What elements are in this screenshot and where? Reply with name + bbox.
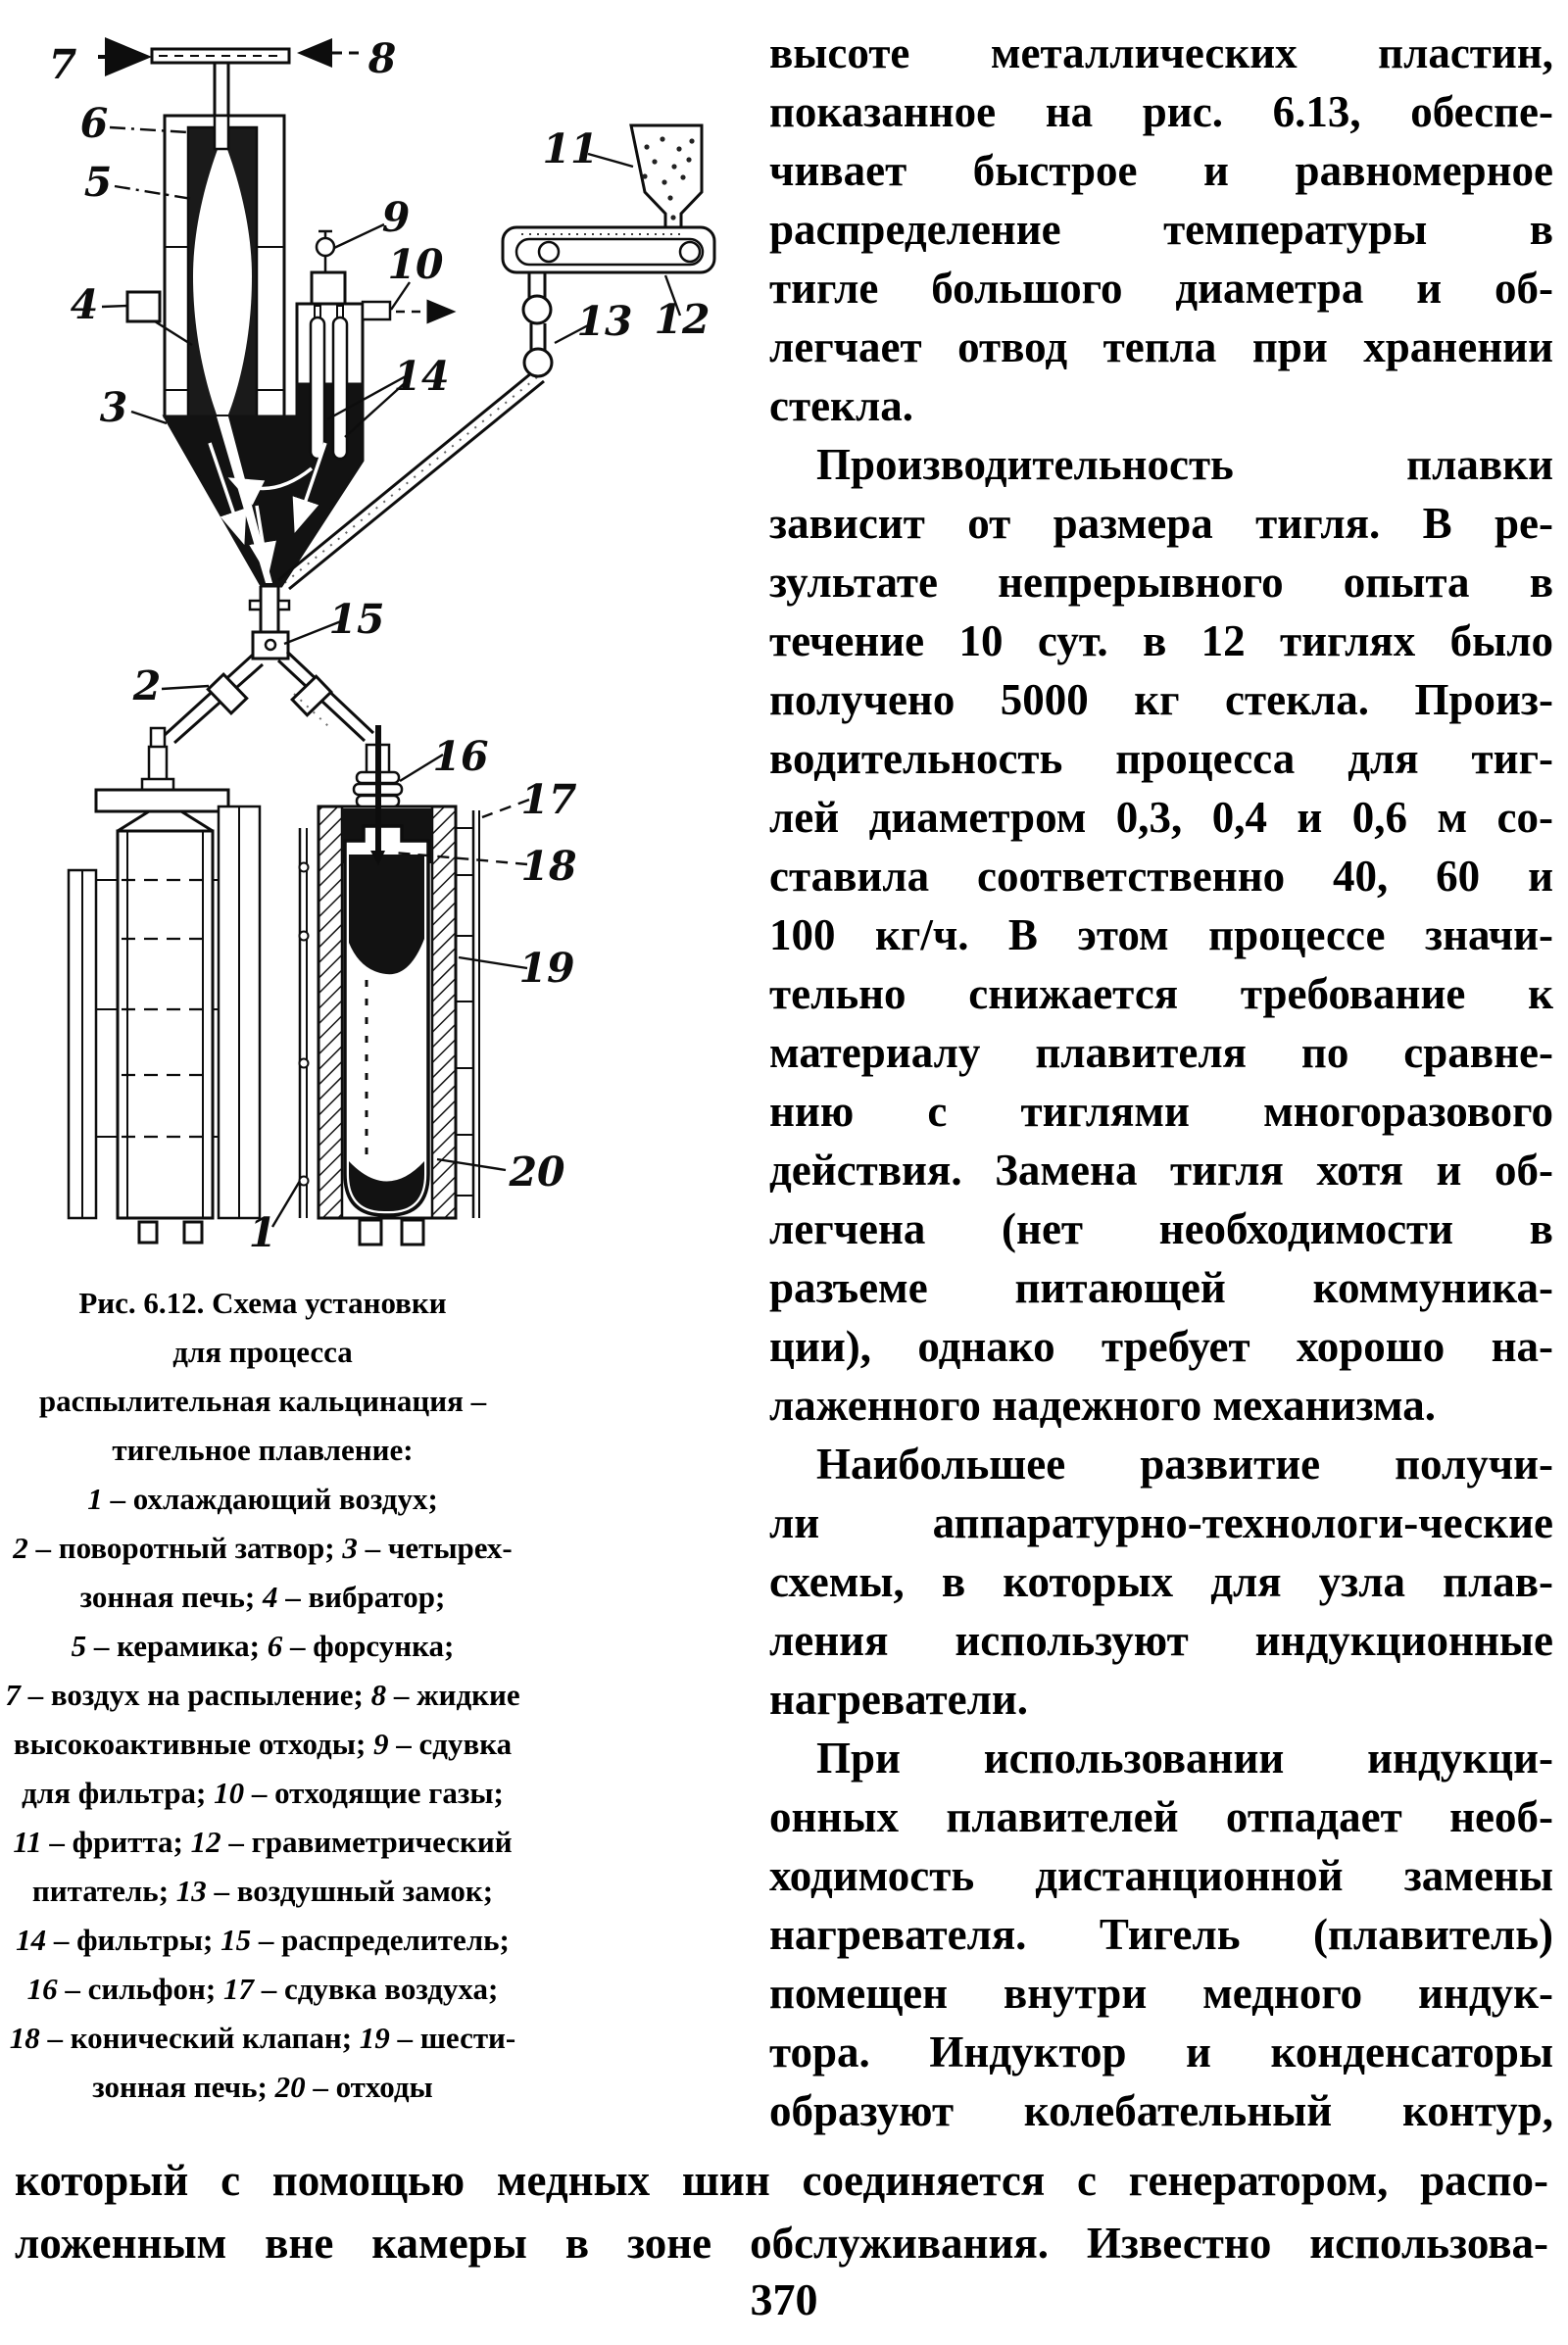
text-line: материалу плавителя по сравне- (769, 1028, 1553, 1077)
caption-line: распылительная кальцинация – (38, 1384, 487, 1418)
caption-line: Рис. 6.12. Схема установки (78, 1286, 447, 1320)
text-line: 100 кг/ч. В этом процессе значи- (769, 910, 1553, 959)
figure-caption (0, 1279, 525, 2112)
text-line: водительность процесса для тиг- (769, 734, 1553, 783)
text-line: ходимость дистанционной замены (769, 1851, 1553, 1900)
callout-3: 3 (99, 384, 128, 431)
spray-calciner-diagram (0, 0, 745, 1269)
frit-hopper (631, 125, 702, 229)
text-line: онных плавителей отпадает необ- (769, 1792, 1553, 1841)
callout-14: 14 (393, 353, 450, 400)
caption-line: питатель; 13 – воздушный замок; (31, 1874, 494, 1908)
caption-line: зонная печь; 20 – отходы (92, 2070, 433, 2104)
callout-6: 6 (79, 100, 109, 147)
split-pipes (165, 652, 373, 743)
callout-13: 13 (576, 298, 633, 345)
text-line: При использовании индукци- (816, 1734, 1553, 1783)
text-line: ции), однако требует хорошо на- (769, 1322, 1553, 1371)
distributor (250, 586, 289, 659)
page-number: 370 (750, 2274, 818, 2324)
text-line: распределение температуры в (769, 205, 1553, 254)
text-line: ложенным вне камеры в зоне обслуживания. Известно использова- (15, 2219, 1548, 2268)
text-line: зультате непрерывного опыта в (769, 558, 1553, 607)
callout-7: 7 (48, 41, 77, 88)
callout-11: 11 (542, 125, 599, 172)
text-line: тигле большого диаметра и об- (769, 264, 1553, 313)
gravimetric-feeder (503, 227, 714, 272)
callout-18: 18 (520, 843, 577, 890)
callout-19: 19 (518, 945, 575, 992)
callout-17: 17 (520, 776, 577, 823)
caption-line: для фильтра; 10 – отходящие газы; (22, 1776, 504, 1810)
callout-12: 12 (654, 296, 710, 343)
text-line: стекла. (769, 381, 913, 430)
body-text-column (769, 24, 1553, 2140)
text-line: который с помощью медных шин соединяется с генератором, распо- (15, 2156, 1548, 2205)
text-line: помещен внутри медного индук- (769, 1969, 1553, 2018)
callout-15: 15 (328, 596, 385, 643)
caption-line: тигельное плавление: (112, 1433, 414, 1467)
left-furnace (69, 728, 260, 1243)
caption-line: 14 – фильтры; 15 – распределитель; (16, 1923, 510, 1957)
text-line: образуют колебательный контур, (769, 2086, 1553, 2135)
melt-level (349, 855, 424, 974)
text-line: легчена (нет необходимости в (769, 1204, 1553, 1253)
page-bottom-text (15, 2149, 1548, 2274)
caption-line: высокоактивные отходы; 9 – сдувка (13, 1727, 513, 1761)
callout-5: 5 (83, 159, 113, 206)
caption-line: 5 – керамика; 6 – форсунка; (71, 1629, 455, 1663)
text-line: нагреватели. (769, 1675, 1029, 1724)
callout-9: 9 (381, 194, 411, 241)
text-line: тельно снижается требование к (769, 969, 1553, 1018)
text-line: схемы, в которых для узла плав- (769, 1557, 1553, 1606)
callout-16: 16 (432, 733, 489, 780)
text-line: нию с тиглями многоразового (769, 1087, 1553, 1136)
text-line: Производительность плавки (816, 440, 1553, 489)
caption-line: для процесса (172, 1335, 353, 1369)
figure-6-12 (0, 0, 745, 1269)
callout-2: 2 (132, 662, 162, 709)
text-line: зависит от размера тигля. В ре- (769, 499, 1553, 548)
text-line: тора. Индуктор и конденсаторы (769, 2027, 1553, 2076)
text-line: ления используют индукционные (769, 1616, 1553, 1665)
caption-line: зонная печь; 4 – вибратор; (79, 1580, 446, 1614)
caption-line: 7 – воздух на распыление; 8 – жидкие (5, 1678, 520, 1712)
text-line: показанное на рис. 6.13, обеспе- (769, 87, 1553, 136)
caption-line: 18 – конический клапан; 19 – шести- (9, 2021, 516, 2055)
callout-4: 4 (70, 281, 99, 328)
callout-8: 8 (368, 35, 397, 82)
text-line: чивает быстрое и равномерное (769, 146, 1553, 195)
text-line: Наибольшее развитие получи- (816, 1440, 1553, 1489)
text-line: ставила соответственно 40, 60 и (769, 852, 1553, 901)
text-line: высоте металлических пластин, (769, 28, 1553, 77)
text-line: разъеме питающей коммуника- (769, 1263, 1553, 1312)
calciner-column (165, 116, 284, 416)
callout-20: 20 (509, 1148, 565, 1196)
caption-line: 16 – сильфон; 17 – сдувка воздуха; (26, 1972, 499, 2006)
six-zone-furnace (300, 725, 480, 1245)
text-line: получено 5000 кг стекла. Произ- (769, 675, 1553, 724)
caption-line: 1 – охлаждающий воздух; (87, 1482, 438, 1516)
text-line: лаженного надежного механизма. (769, 1381, 1436, 1430)
text-line: ли аппаратурно-технологи-ческие (769, 1498, 1553, 1547)
caption-line: 2 – поворотный затвор; 3 – четырех- (13, 1531, 513, 1565)
text-line: лей диаметром 0,3, 0,4 и 0,6 м со- (769, 793, 1553, 842)
text-line: течение 10 сут. в 12 тиглях было (769, 616, 1553, 665)
text-line: легчает отвод тепла при хранении (769, 322, 1553, 371)
callout-1: 1 (248, 1209, 277, 1256)
text-line: действия. Замена тигля хотя и об- (769, 1146, 1553, 1195)
text-line: нагревателя. Тигель (плавитель) (769, 1910, 1553, 1959)
caption-line: 11 – фритта; 12 – гравиметрический (13, 1825, 513, 1859)
callout-10: 10 (387, 241, 444, 288)
